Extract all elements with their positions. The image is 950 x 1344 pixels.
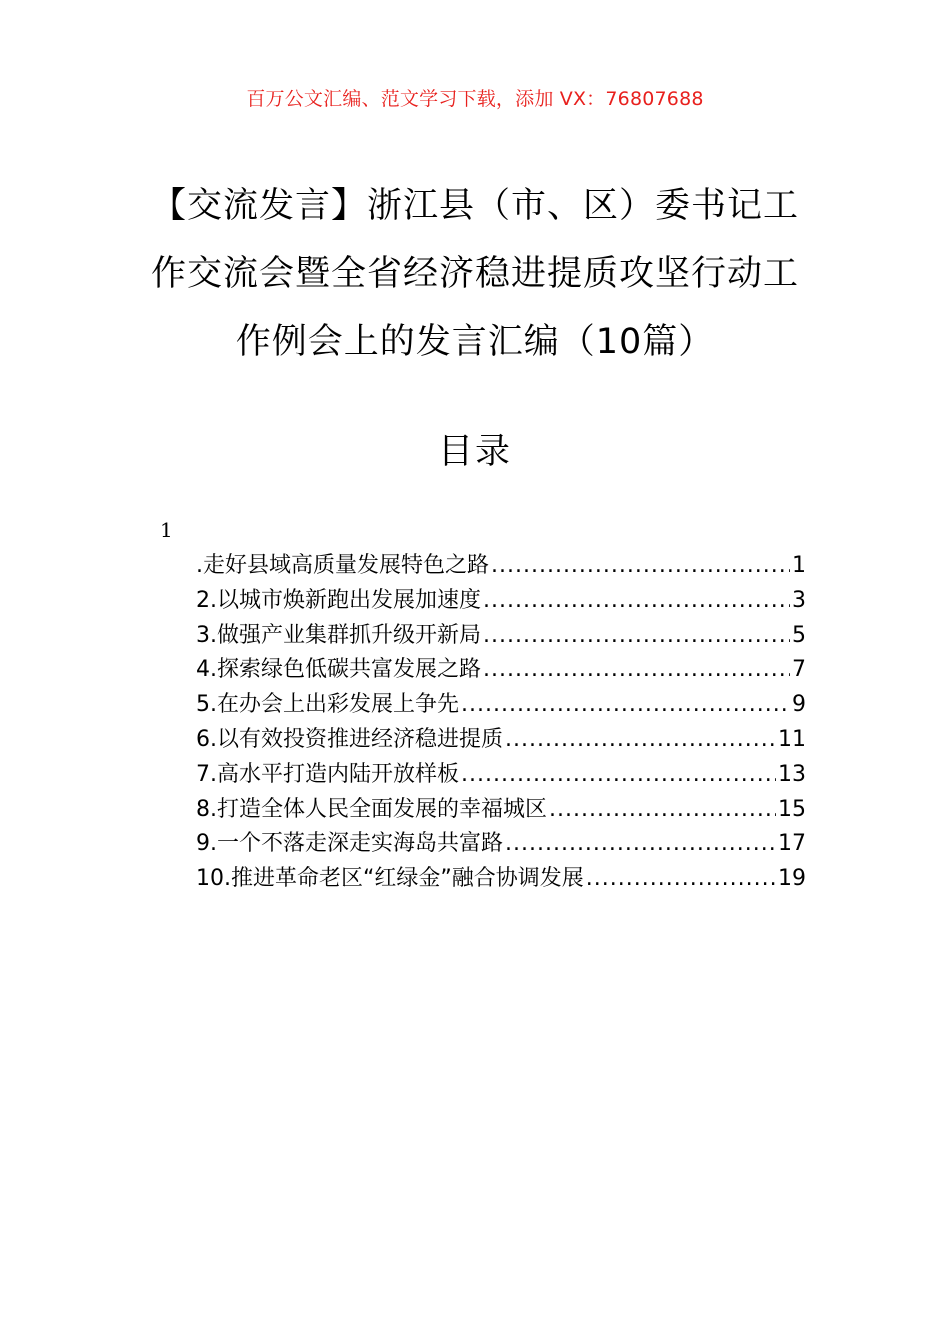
toc-dot-leader <box>549 797 776 822</box>
toc-item-label: 5.在办会上出彩发展上争先 <box>196 692 459 718</box>
title-line-2: 作交流会暨全省经济稳进提质攻坚行动工 <box>150 254 799 294</box>
toc-item-page: 9 <box>792 692 806 718</box>
toc-dot-leader <box>586 866 776 891</box>
toc-item-3[interactable] <box>196 618 806 653</box>
toc-item-label: 7.高水平打造内陆开放样板 <box>196 761 459 787</box>
toc-item-page: 5 <box>792 622 806 648</box>
header-note: 百万公文汇编、范文学习下载，添加 VX：76807688 <box>246 88 704 110</box>
toc-item-page: 13 <box>778 761 806 787</box>
toc-item-label: 9.一个不落走深走实海岛共富路 <box>196 831 503 857</box>
document-title <box>140 172 810 376</box>
toc-item-7[interactable] <box>196 757 806 792</box>
toc-item-label: 8.打造全体人民全面发展的幸福城区 <box>196 796 547 822</box>
toc-item-label: 2.以城市焕新跑出发展加速度 <box>196 587 481 613</box>
toc-dot-leader <box>483 623 790 648</box>
toc-item-label: 4.探索绿色低碳共富发展之路 <box>196 657 481 683</box>
toc-dot-leader <box>505 727 776 752</box>
toc-item-label: .走好县域高质量发展特色之路 <box>196 553 489 578</box>
toc-item-label: 6.以有效投资推进经济稳进提质 <box>196 726 503 752</box>
toc-item-page: 15 <box>778 796 806 822</box>
toc-item-9[interactable] <box>196 826 806 861</box>
toc-item-4[interactable] <box>196 652 806 687</box>
toc-item-5[interactable] <box>196 687 806 722</box>
toc-dot-leader <box>483 657 790 682</box>
toc-item-page: 17 <box>778 831 806 857</box>
toc-stray-number: 1 <box>160 518 173 542</box>
toc-item-label: 10.推进革命老区“红绿金”融合协调发展 <box>196 866 584 892</box>
title-line-3: 作例会上的发言汇编（10篇） <box>235 322 715 362</box>
toc-dot-leader <box>483 588 790 613</box>
toc-dot-leader <box>491 553 790 578</box>
toc-item-page: 3 <box>792 587 806 613</box>
toc-heading: 目录 <box>437 432 512 472</box>
toc-item-page: 19 <box>778 866 806 892</box>
table-of-contents <box>196 548 806 896</box>
toc-item-label: 3.做强产业集群抓升级开新局 <box>196 622 481 648</box>
toc-item-page: 7 <box>792 657 806 683</box>
toc-item-1[interactable] <box>196 548 806 583</box>
toc-dot-leader <box>505 831 776 856</box>
toc-item-page: 1 <box>792 553 806 578</box>
toc-dot-leader <box>461 692 790 717</box>
toc-item-6[interactable] <box>196 722 806 757</box>
toc-item-2[interactable] <box>196 583 806 618</box>
title-line-1: 【交流发言】浙江县（市、区）委书记工 <box>150 186 799 226</box>
toc-item-page: 11 <box>778 726 806 752</box>
toc-item-10[interactable] <box>196 861 806 896</box>
toc-dot-leader <box>461 762 776 787</box>
toc-item-8[interactable] <box>196 792 806 827</box>
